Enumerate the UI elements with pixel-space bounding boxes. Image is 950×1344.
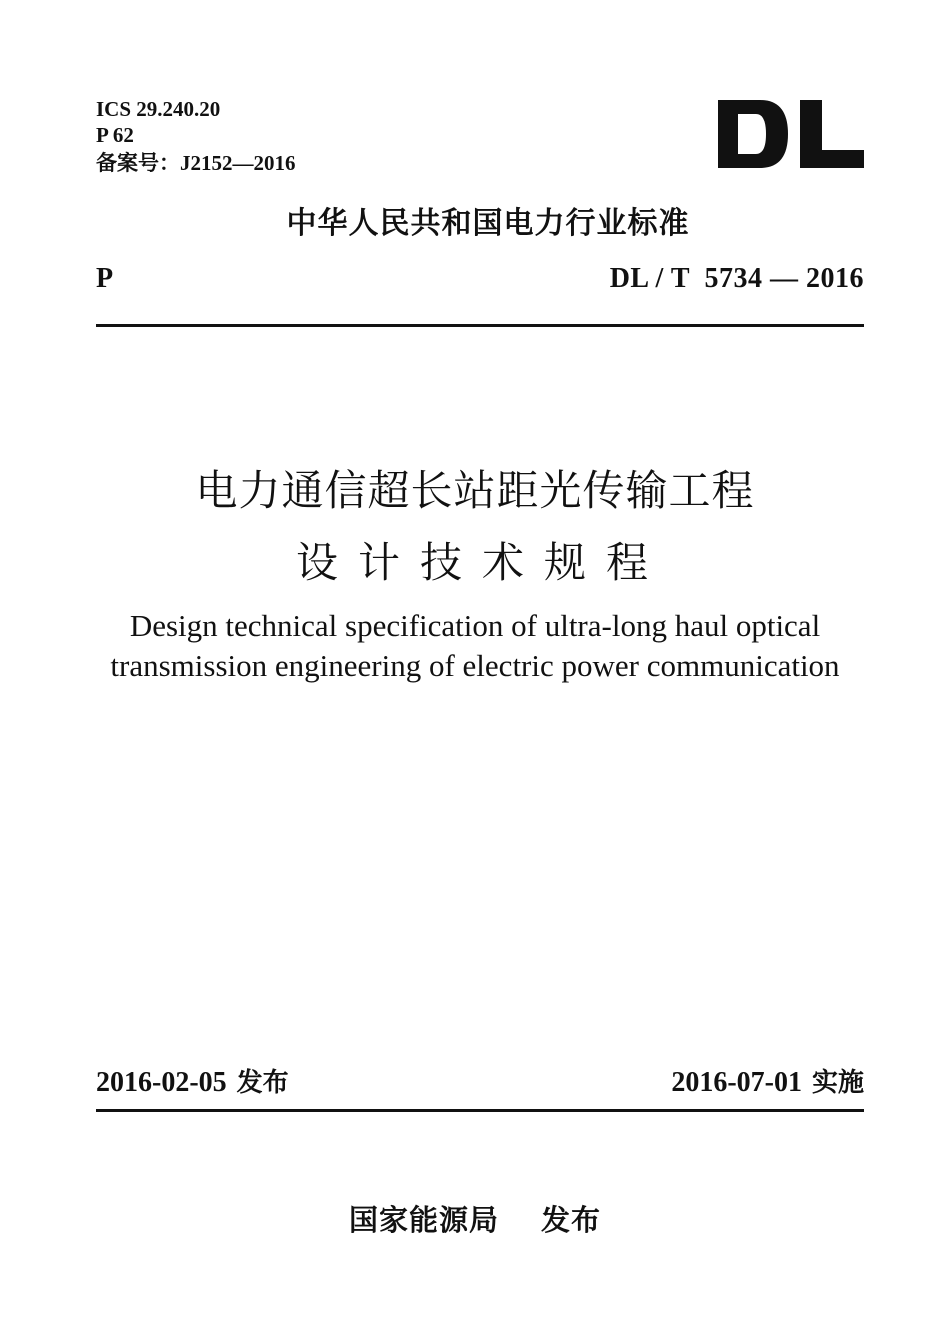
implement-date: 2016-07-01 [671,1067,802,1098]
implement-date-block [671,1062,864,1099]
classification-code: P 62 [96,123,134,147]
chinese-title-line-2: 设计技术规程 [295,538,668,587]
bottom-divider [96,1109,864,1112]
english-title-line-1: Design technical specification of ultra-long haul optical [129,608,821,643]
industry-standard-title: 中华人民共和国电力行业标准 [286,206,690,241]
issue-label: 发布 [236,1068,289,1098]
chinese-title-line-1: 电力通信超长站距光传输工程 [195,466,755,515]
record-number: 备案号：J2152—2016 [96,151,296,175]
standard-number: DL / T 5734 — 2016 [609,263,864,294]
issuer-action: 发布 [541,1203,602,1237]
issuer-name: 国家能源局 [348,1203,499,1237]
english-title-line-2: transmission engineering of electric power communication [110,648,840,683]
issuer-block [0,1198,950,1239]
ics-code: ICS 29.240.20 [96,97,221,121]
dl-logo [716,98,866,170]
issue-date: 2016-02-05 [96,1067,227,1098]
issue-date-block [96,1062,289,1099]
top-divider [96,324,864,327]
implement-label: 实施 [811,1068,864,1098]
class-code: P [96,263,114,294]
